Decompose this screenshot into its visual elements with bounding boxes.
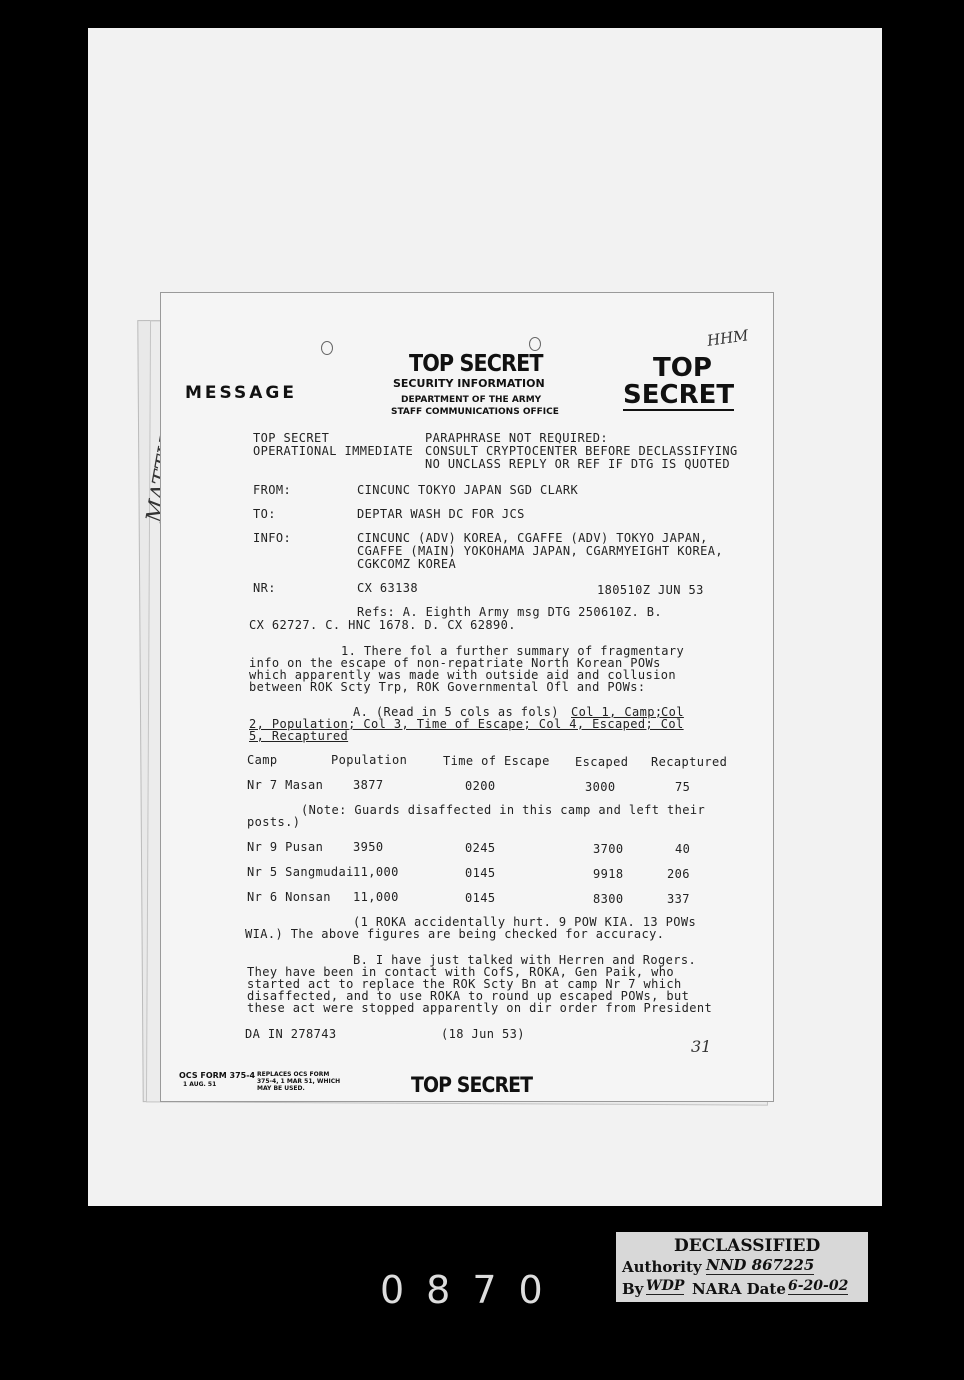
recaptured-cell: 75 (675, 780, 691, 794)
info-value: CGAFFE (MAIN) YOKOHAMA JAPAN, CGARMYEIGHT KOREA, (357, 544, 723, 558)
stamp-top: TOP (653, 353, 712, 383)
form-replaces: 375-4, 1 MAR 51, WHICH (257, 1078, 341, 1085)
recaptured-cell: 206 (667, 867, 690, 881)
paragraph-1: which apparently was made with outside aid and collusion (249, 668, 676, 682)
paragraph-1: 1. There fol a further summary of fragmentary (341, 644, 685, 658)
info-value: CGKCOMZ KOREA (357, 557, 457, 571)
column-header: Time of Escape (443, 754, 550, 768)
recaptured-cell: 40 (675, 842, 691, 856)
column-header: Camp (247, 753, 278, 767)
time-cell: 0145 (465, 891, 496, 905)
casualty-note: (1 ROKA accidentally hurt. 9 POW KIA. 13 POWs (353, 915, 697, 929)
by-value: WDP (646, 1278, 685, 1294)
column-header: Recaptured (651, 755, 728, 769)
escaped-cell: 3000 (585, 780, 616, 794)
recaptured-cell: 337 (667, 892, 690, 906)
references: CX 62727. C. HNC 1678. D. CX 62890. (249, 618, 516, 632)
stamp-secret: SECRET (623, 380, 735, 410)
frame-number: 0870 (380, 1268, 565, 1312)
from-value: CINCUNC TOKYO JAPAN SGD CLARK (357, 483, 579, 497)
initials: HHM (705, 326, 750, 350)
form-date: 1 AUG. 51 (183, 1081, 217, 1088)
message-sheet (160, 292, 774, 1102)
time-cell: 0245 (465, 841, 496, 855)
paragraph-a: 2, Population; Col 3, Time of Escape; Col 4, Escaped; Col (249, 717, 684, 731)
handling-note: CONSULT CRYPTOCENTER BEFORE DECLASSIFYING (425, 444, 738, 458)
form-replaces: REPLACES OCS FORM (257, 1071, 330, 1078)
office: STAFF COMMUNICATIONS OFFICE (391, 407, 559, 417)
classification-line: TOP SECRET (253, 431, 330, 445)
population-cell: 3950 (353, 840, 384, 854)
priority-line: OPERATIONAL IMMEDIATE (253, 444, 414, 458)
dtg: 180510Z JUN 53 (597, 583, 704, 597)
punch-hole (321, 341, 333, 355)
paragraph-b: They have been in contact with CofS, ROKA, Gen Paik, who (247, 965, 674, 979)
to-value: DEPTAR WASH DC FOR JCS (357, 507, 525, 521)
department: DEPARTMENT OF THE ARMY (401, 395, 542, 405)
nr-value: CX 63138 (357, 581, 418, 595)
camp-cell: Nr 9 Pusan (247, 840, 324, 854)
references: Refs: A. Eighth Army msg DTG 250610Z. B. (357, 605, 662, 619)
paragraph-b: started act to replace the ROK Scty Bn at camp Nr 7 which (247, 977, 682, 991)
punch-hole (529, 337, 541, 351)
message-label: MESSAGE (185, 383, 297, 403)
form-replaces: MAY BE USED. (257, 1085, 305, 1092)
message-date: (18 Jun 53) (441, 1027, 525, 1041)
security-information: SECURITY INFORMATION (393, 377, 545, 390)
handling-note: NO UNCLASS REPLY OR REF IF DTG IS QUOTED (425, 457, 730, 471)
form-number: OCS FORM 375-4 (179, 1071, 256, 1080)
paragraph-1: between ROK Scty Trp, ROK Governmental Ofl and POWs: (249, 680, 646, 694)
info-label: INFO: (253, 531, 292, 545)
authority-value: NND 867225 (706, 1256, 815, 1274)
header-top-secret: TOP SECRET (409, 351, 543, 377)
escaped-cell: 8300 (593, 892, 624, 906)
paragraph-1: info on the escape of non-repatriate North Korean POWs (249, 656, 661, 670)
column-header: Population (331, 753, 408, 767)
handling-note: PARAPHRASE NOT REQUIRED: (425, 431, 608, 445)
escaped-cell: 9918 (593, 867, 624, 881)
time-cell: 0200 (465, 779, 496, 793)
authority-label: Authority (622, 1258, 702, 1276)
by-label: By (622, 1280, 644, 1298)
nara-date-label: NARA Date (692, 1280, 786, 1298)
table-note: (Note: Guards disaffected in this camp and left their (301, 803, 706, 817)
population-cell: 11,000 (353, 890, 399, 904)
nr-label: NR: (253, 581, 276, 595)
paragraph-a: Col 1, Camp; (571, 705, 663, 719)
paragraph-b: these act were stopped apparently on dir order from President (247, 1001, 713, 1015)
time-cell: 0145 (465, 866, 496, 880)
paragraph-a: 5, Recaptured (249, 729, 349, 743)
table-note: posts.) (247, 815, 301, 829)
camp-cell: Nr 7 Masan (247, 778, 324, 792)
population-cell: 3877 (353, 778, 384, 792)
column-header: Escaped (575, 755, 629, 769)
to-label: TO: (253, 507, 276, 521)
declassified-title: DECLASSIFIED (674, 1236, 821, 1256)
declassified-stamp (616, 1232, 868, 1302)
camp-cell: Nr 5 Sangmudai (247, 865, 354, 879)
da-in-number: DA IN 278743 (245, 1027, 337, 1041)
page-number: 31 (691, 1037, 712, 1056)
paragraph-a: A. (Read in 5 cols as fols) (353, 705, 559, 719)
footer-top-secret: TOP SECRET (411, 1073, 533, 1097)
escaped-cell: 3700 (593, 842, 624, 856)
casualty-note: WIA.) The above figures are being checked for accuracy. (245, 927, 665, 941)
paragraph-b: disaffected, and to use ROKA to round up escaped POWs, but (247, 989, 690, 1003)
info-value: CINCUNC (ADV) KOREA, CGAFFE (ADV) TOKYO JAPAN, (357, 531, 708, 545)
paragraph-b: B. I have just talked with Herren and Rogers. (353, 953, 697, 967)
population-cell: 11,000 (353, 865, 399, 879)
nara-date-value: 6-20-02 (788, 1278, 849, 1294)
camp-cell: Nr 6 Nonsan (247, 890, 331, 904)
paragraph-a: Col (661, 705, 684, 719)
from-label: FROM: (253, 483, 292, 497)
